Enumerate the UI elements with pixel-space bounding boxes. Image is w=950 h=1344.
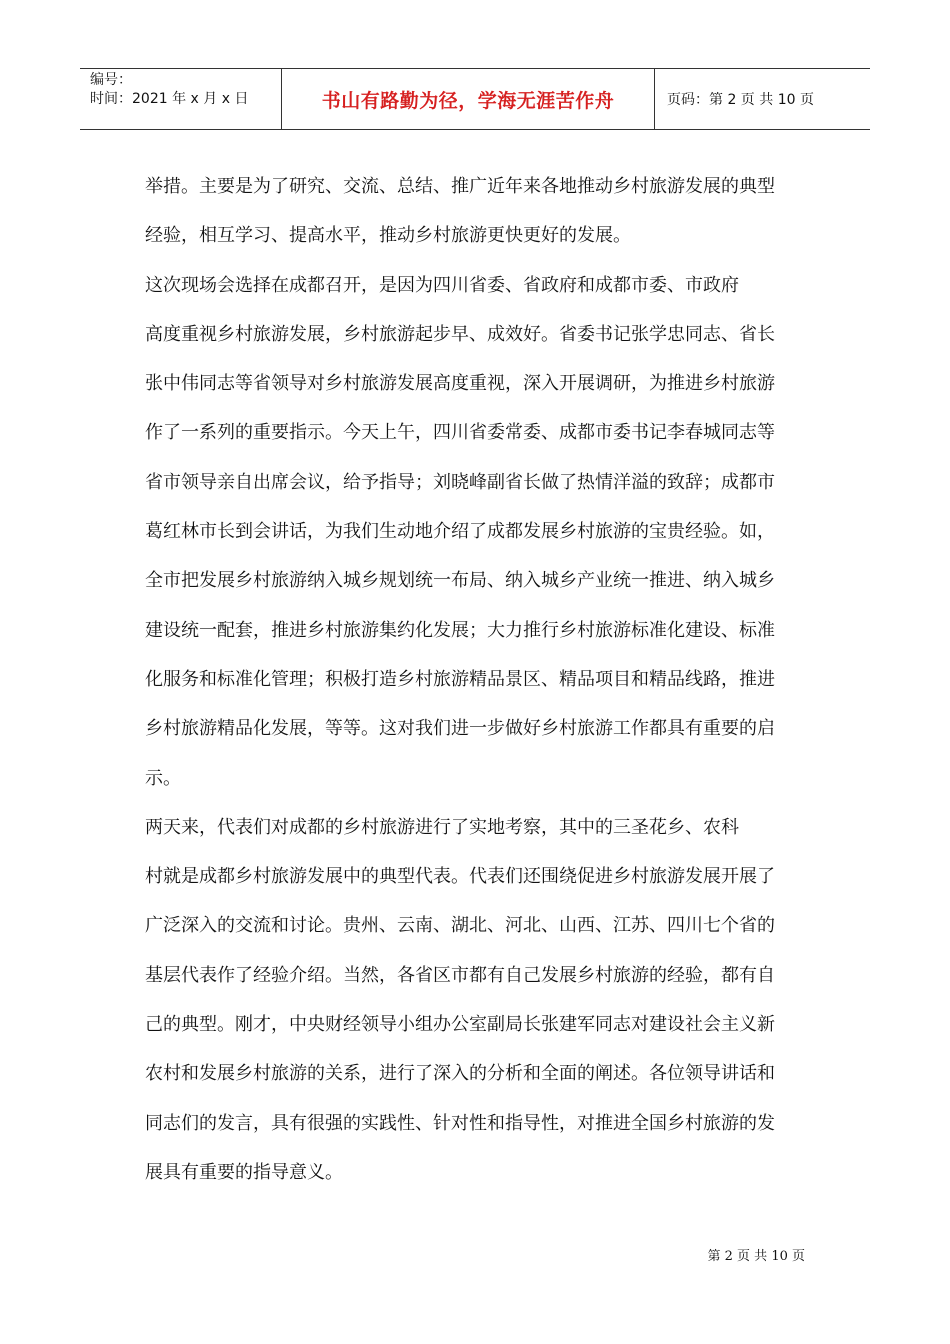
- text-line: 基层代表作了经验介绍。当然，各省区市都有自己发展乡村旅游的经验，都有自: [145, 964, 775, 986]
- time-label: 时间：2021 年 x 月 x 日: [90, 91, 249, 107]
- text-line: 这次现场会选择在成都召开，是因为四川省委、省政府和成都市委、市政府: [145, 274, 739, 296]
- header-info: [80, 69, 282, 129]
- document-body: [145, 162, 815, 1197]
- text-line: 建设统一配套，推进乡村旅游集约化发展；大力推行乡村旅游标准化建设、标准: [145, 619, 775, 641]
- text-line: 同志们的发言，具有很强的实践性、针对性和指导性，对推进全国乡村旅游的发: [145, 1112, 775, 1134]
- text-line: 乡村旅游精品化发展，等等。这对我们进一步做好乡村旅游工作都具有重要的启: [145, 718, 775, 740]
- text-line: 己的典型。刚才，中央财经领导小组办公室副局长张建军同志对建设社会主义新: [145, 1014, 775, 1036]
- text-line: 经验，相互学习、提高水平，推动乡村旅游更快更好的发展。: [145, 225, 631, 247]
- text-line: 举措。主要是为了研究、交流、总结、推广近年来各地推动乡村旅游发展的典型: [145, 176, 775, 197]
- text-line: 广泛深入的交流和讨论。贵州、云南、湖北、河北、山西、江苏、四川七个省的: [145, 915, 775, 937]
- text-line: 示。: [145, 767, 181, 789]
- text-line: 农村和发展乡村旅游的关系，进行了深入的分析和全面的阐述。各位领导讲话和: [145, 1063, 775, 1085]
- text-line: 全市把发展乡村旅游纳入城乡规划统一布局、纳入城乡产业统一推进、纳入城乡: [145, 570, 775, 592]
- text-line: 高度重视乡村旅游发展，乡村旅游起步早、成效好。省委书记张学忠同志、省长: [145, 323, 775, 345]
- header-page-code: 页码：第 2 页 共 10 页: [667, 92, 814, 108]
- text-line: 张中伟同志等省领导对乡村旅游发展高度重视，深入开展调研，为推进乡村旅游: [145, 373, 775, 395]
- number-label: 编号：: [90, 72, 132, 88]
- text-line: 作了一系列的重要指示。今天上午，四川省委常委、成都市委书记李春城同志等: [145, 422, 775, 444]
- page-footer: 第 2 页 共 10 页: [707, 1249, 805, 1264]
- header-motto: 书山有路勤为径，学海无涯苦作舟: [282, 69, 655, 129]
- page-header: [80, 68, 870, 130]
- text-line: 两天来，代表们对成都的乡村旅游进行了实地考察，其中的三圣花乡、农科: [145, 816, 739, 838]
- text-line: 展具有重要的指导意义。: [145, 1161, 343, 1183]
- text-line: 葛红林市长到会讲话，为我们生动地介绍了成都发展乡村旅游的宝贵经验。如，: [145, 521, 775, 543]
- text-line: 村就是成都乡村旅游发展中的典型代表。代表们还围绕促进乡村旅游发展开展了: [145, 866, 775, 888]
- text-line: 省市领导亲自出席会议，给予指导；刘晓峰副省长做了热情洋溢的致辞；成都市: [145, 471, 775, 493]
- text-line: 化服务和标准化管理；积极打造乡村旅游精品景区、精品项目和精品线路，推进: [145, 668, 775, 690]
